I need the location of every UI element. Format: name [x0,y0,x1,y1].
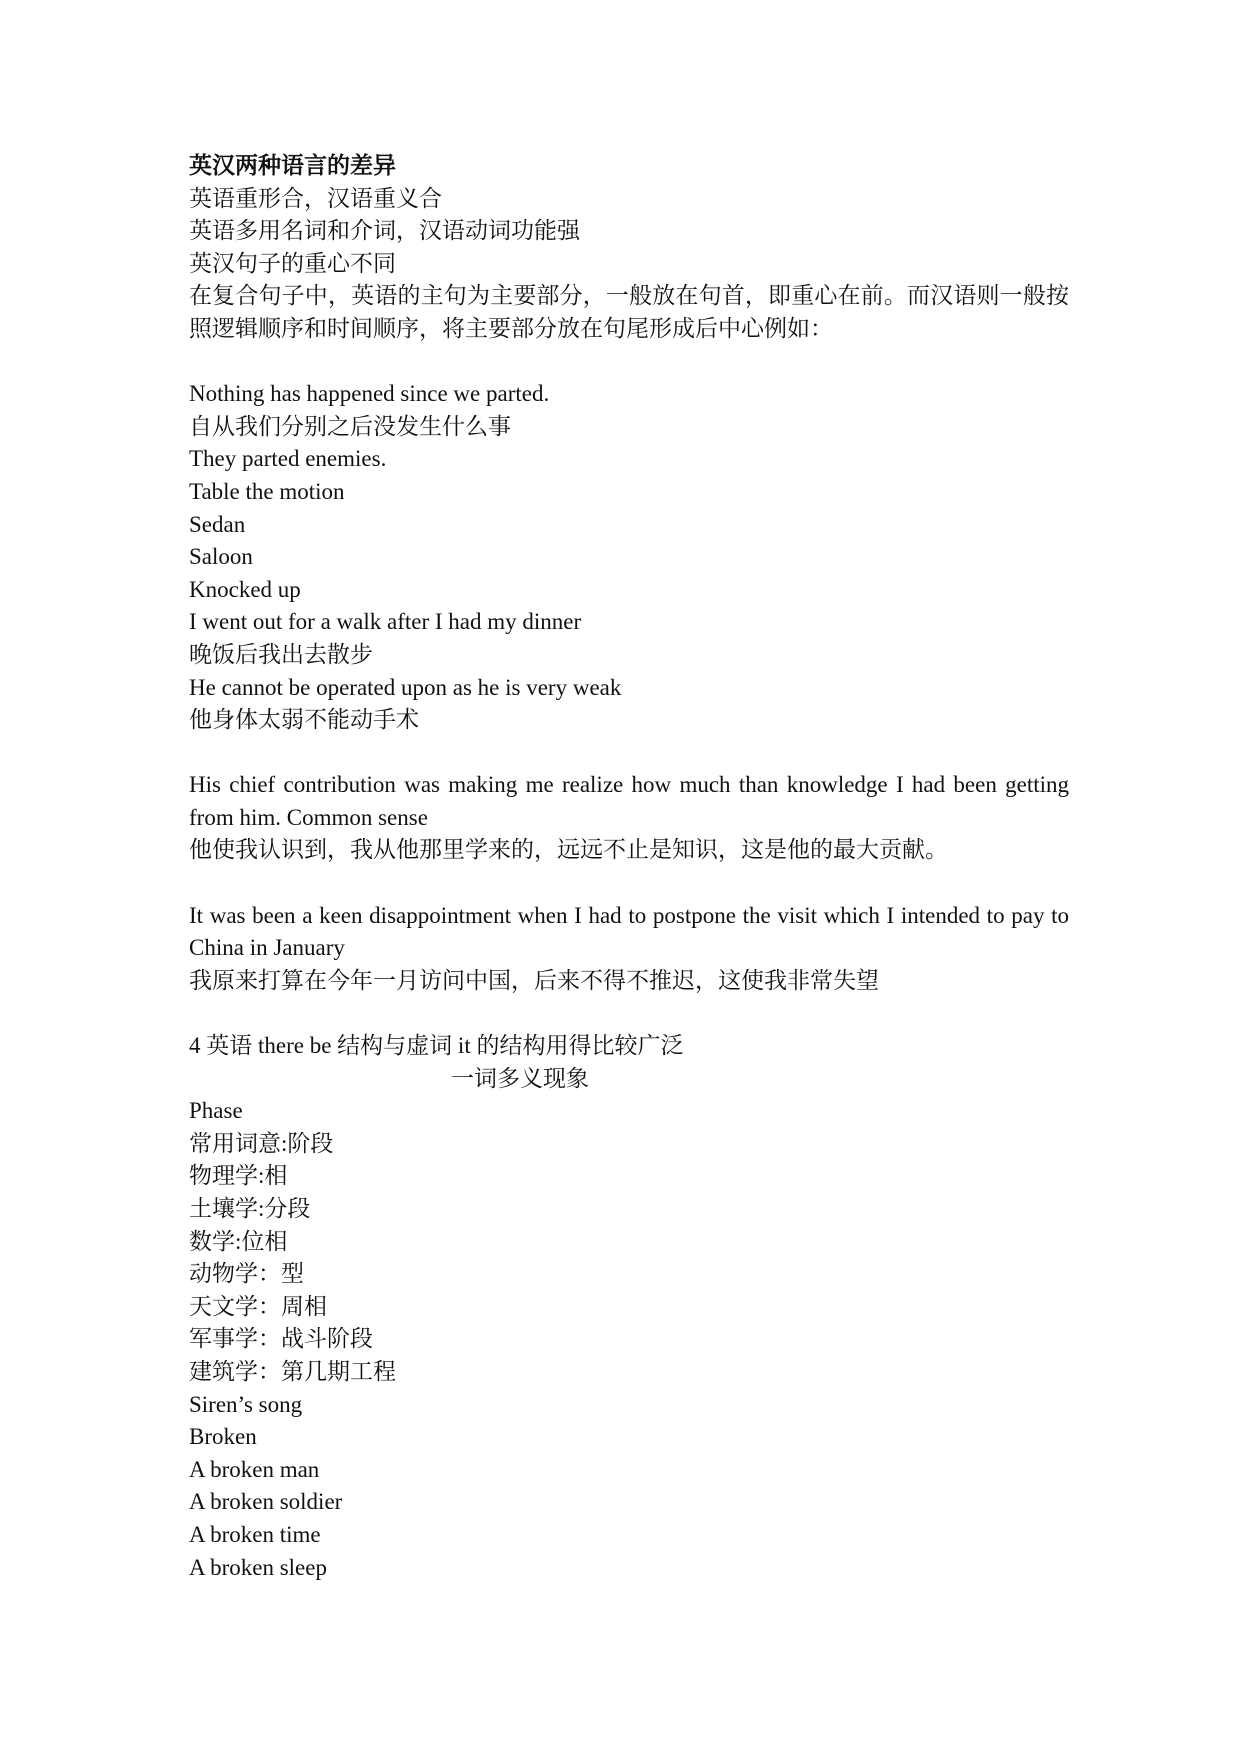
intro-line: 英语重形合，汉语重义合 [189,185,442,211]
polysemy-item: Broken [189,1424,257,1450]
polysemy-item: A broken man [189,1456,320,1482]
example-line: He cannot be operated upon as he is very weak [189,674,622,700]
example-3-english: It was been a keen disappointment when I had to postpone the visit which I intended to pay to China in January [189,902,1069,961]
example-2-english: His chief contribution was making me realize how much than knowledge I had been getting from him. Common sense [189,772,1069,830]
polysemy-item: 物理学:相 [189,1163,288,1189]
polysemy-item: A broken time [189,1521,321,1547]
paragraph-gap [189,997,1069,1030]
paragraph-gap [189,867,1069,900]
polysemy-item: 天文学：周相 [189,1293,327,1319]
example-line: Saloon [189,544,253,570]
polysemy-item: Siren’s song [189,1391,303,1417]
paragraph-gap [189,346,1069,379]
intro-paragraph: 在复合句子中，英语的主句为主要部分，一般放在句首，即重心在前。而汉语则一般按照逻辑顺序和时间顺序，将主要部分放在句尾形成后中心例如： [189,283,1069,341]
polysemy-item: 土壤学:分段 [189,1196,311,1221]
document-title: 英汉两种语言的差异 [189,153,396,178]
paragraph-gap [189,737,1069,770]
polysemy-item: 常用词意:阶段 [189,1130,334,1156]
example-line: Table the motion [189,478,345,504]
example-line: 自从我们分别之后没发生什么事 [189,413,511,439]
polysemy-item: A broken soldier [189,1489,343,1515]
example-line: I went out for a walk after I had my dinner [189,609,582,635]
example-line: They parted enemies. [189,446,387,472]
intro-line: 英汉句子的重心不同 [189,250,396,276]
polysemy-item: 军事学：战斗阶段 [189,1326,373,1352]
polysemy-item: A broken sleep [189,1554,327,1580]
example-line: Knocked up [189,576,301,602]
example-3-chinese: 我原来打算在今年一月访问中国，后来不得不推迟，这使我非常失望 [189,967,879,993]
example-2-chinese: 他使我认识到，我从他那里学来的，远远不止是知识，这是他的最大贡献。 [189,837,948,863]
document-body [189,150,1069,1584]
example-line: 他身体太弱不能动手术 [189,707,419,733]
example-line: 晚饭后我出去散步 [189,641,373,667]
polysemy-heading: 一词多义现象 [451,1065,589,1091]
example-line: Sedan [189,511,246,537]
polysemy-item: 动物学：型 [189,1261,304,1287]
polysemy-item: 数学:位相 [189,1228,288,1254]
polysemy-item: 建筑学：第几期工程 [189,1358,396,1384]
example-line: Nothing has happened since we parted. [189,381,550,407]
point-4-heading: 4 英语 there be 结构与虚词 it 的结构用得比较广泛 [189,1033,684,1059]
polysemy-item: Phase [189,1098,243,1124]
intro-line: 英语多用名词和介词，汉语动词功能强 [189,218,580,244]
